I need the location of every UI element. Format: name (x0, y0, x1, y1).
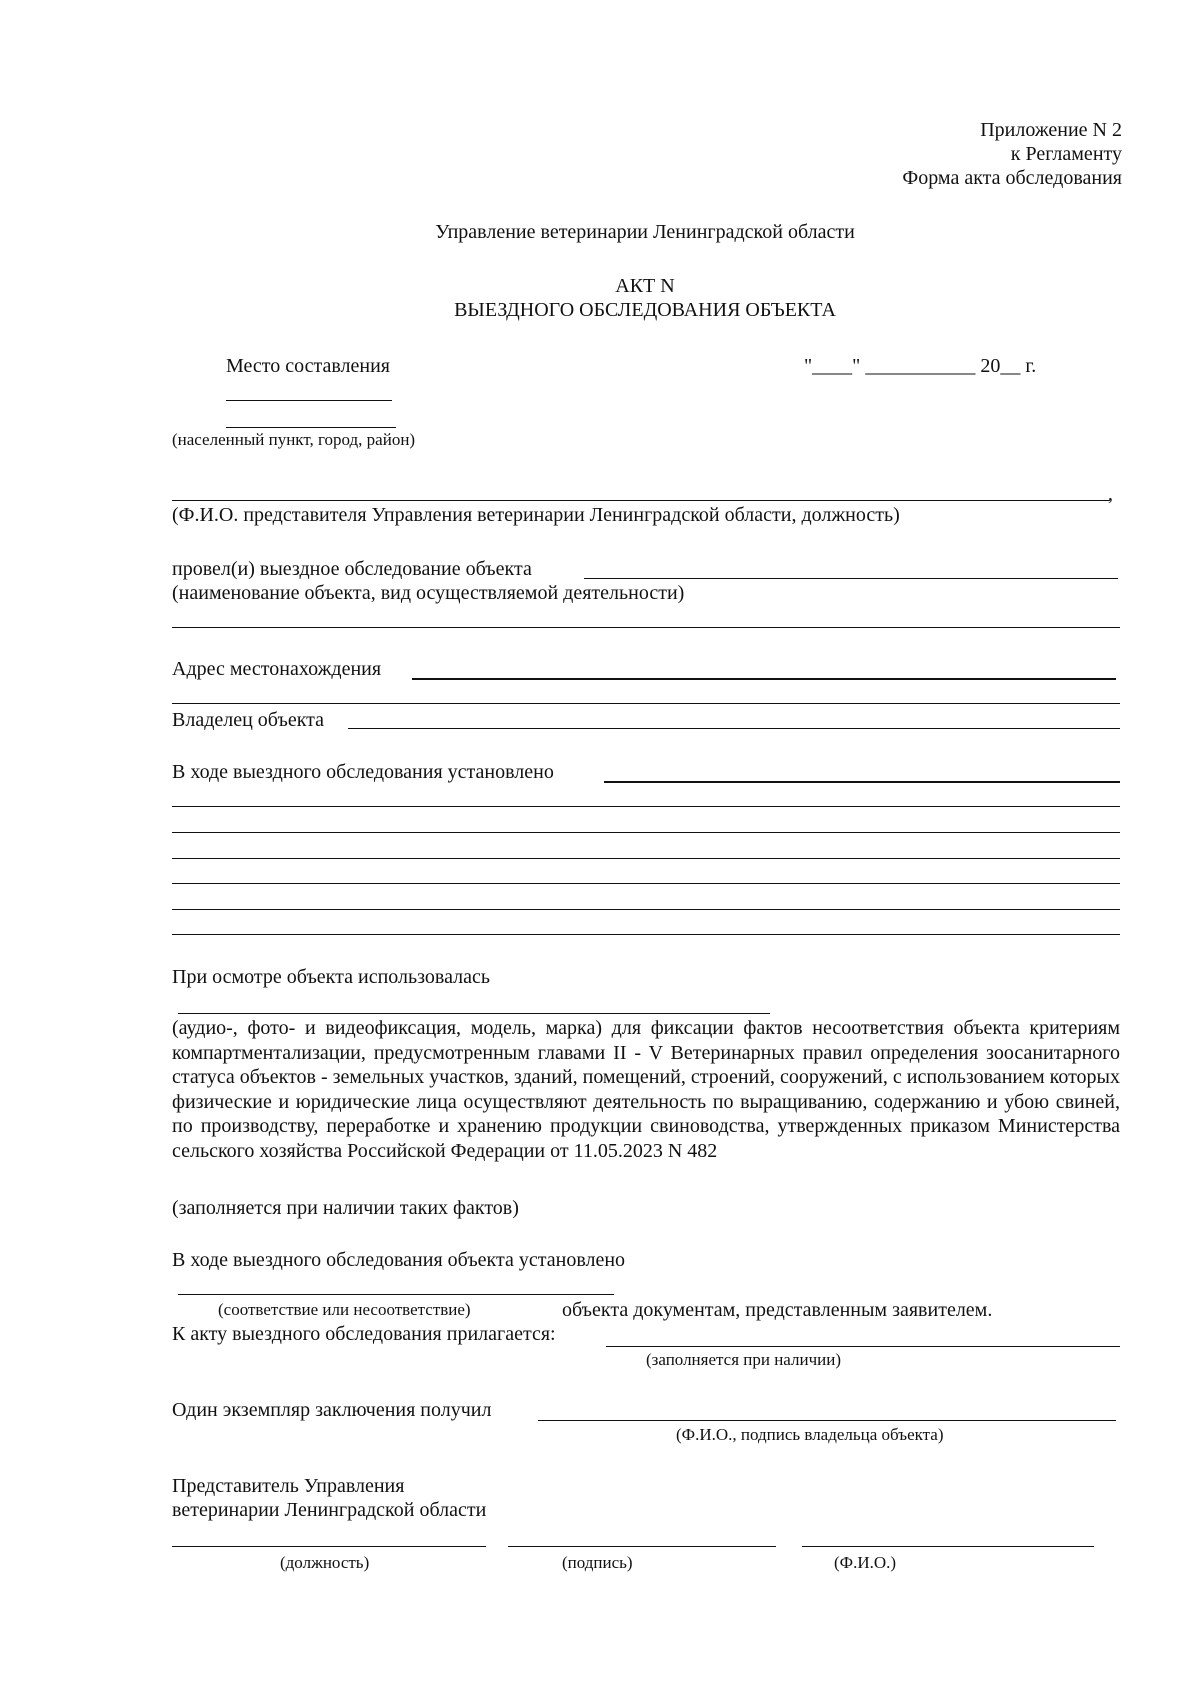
act-number: АКТ N (615, 275, 675, 297)
inspection-line[interactable] (584, 578, 1118, 579)
form-name: Форма акта обследования (902, 167, 1122, 189)
position-hint: (должность) (280, 1553, 370, 1572)
date-field[interactable]: "____" ___________ 20__ г. (804, 355, 1037, 377)
appendix-reference: к Регламенту (1010, 143, 1122, 165)
address-line-2[interactable] (172, 703, 1120, 704)
sign-hint: (подпись) (562, 1553, 633, 1572)
owner-line[interactable] (348, 728, 1120, 729)
appendix-header (700, 118, 1122, 190)
owner-label: Владелец объекта (172, 709, 325, 731)
equipment-paragraph: (аудио-, фото- и видеофиксация, модель, марка) для фиксации фактов несоответствия объекта критериям компартментализации, предусмотренным главами II - V Ветеринарных правил определения зоосанитарного статуса объектов - земельных участков, зданий, помещений, строений, сооружений, с использованием которых физические и юридические лица осуществляют деятельность по выращиванию, содержанию и убою свиней, по производству, переработке и хранению продукции свиноводства, утвержденных приказом Министерства сельского хозяйства Российской Федерации от 11.05.2023 N 482 (172, 1017, 1120, 1162)
copy-line[interactable] (538, 1420, 1116, 1421)
representative-comma: , (1108, 483, 1113, 505)
appendix-number: Приложение N 2 (980, 119, 1122, 141)
sign-line[interactable] (508, 1546, 776, 1547)
organization-name: Управление ветеринарии Ленинградской области (435, 221, 855, 243)
attachment-line[interactable] (606, 1346, 1120, 1347)
findings-line-7[interactable] (172, 934, 1120, 935)
signature-title (172, 1474, 486, 1522)
address-line[interactable] (412, 678, 1116, 680)
findings-line-3[interactable] (172, 832, 1120, 833)
object-findings-label: В ходе выездного обследования объекта установлено (172, 1249, 626, 1271)
name-line[interactable] (802, 1546, 1094, 1547)
object-findings-hint: (соответствие или несоответствие) (218, 1300, 471, 1319)
name-hint: (Ф.И.О.) (834, 1553, 897, 1572)
inspection-hint: (наименование объекта, вид осуществляемой деятельности) (172, 582, 685, 604)
findings-line-6[interactable] (172, 909, 1120, 910)
signature-title-line1: Представитель Управления (172, 1475, 405, 1497)
place-line-1[interactable] (226, 400, 392, 401)
attachment-hint: (заполняется при наличии) (646, 1350, 841, 1369)
equipment-label: При осмотре объекта использовалась (172, 966, 490, 988)
findings-line-5[interactable] (172, 883, 1120, 884)
findings-line-1[interactable] (604, 781, 1120, 783)
act-title (0, 274, 1200, 322)
findings-line-4[interactable] (172, 858, 1120, 859)
place-label: Место составления (226, 355, 391, 377)
representative-line[interactable] (172, 500, 1110, 501)
representative-hint: (Ф.И.О. представителя Управления ветеринарии Ленинградской области, должность) (172, 504, 900, 526)
address-label: Адрес местонахождения (172, 658, 382, 680)
object-findings-line[interactable] (178, 1294, 614, 1295)
place-hint: (населенный пункт, город, район) (172, 430, 416, 449)
equipment-note: (заполняется при наличии таких фактов) (172, 1197, 519, 1219)
equipment-line[interactable] (178, 1013, 770, 1014)
act-subtitle: ВЫЕЗДНОГО ОБСЛЕДОВАНИЯ ОБЪЕКТА (454, 299, 836, 321)
inspection-line-2[interactable] (172, 627, 1120, 628)
copy-hint: (Ф.И.О., подпись владельца объекта) (676, 1425, 944, 1444)
position-line[interactable] (172, 1546, 486, 1547)
inspection-label: провел(и) выездное обследование объекта (172, 558, 532, 580)
place-line-2[interactable] (226, 427, 396, 428)
attachment-label: К акту выездного обследования прилагается: (172, 1323, 556, 1345)
object-findings-tail: объекта документам, представленным заявителем. (562, 1299, 993, 1321)
findings-label: В ходе выездного обследования установлено (172, 761, 554, 783)
copy-label: Один экземпляр заключения получил (172, 1399, 492, 1421)
signature-title-line2: ветеринарии Ленинградской области (172, 1499, 487, 1521)
findings-line-2[interactable] (172, 806, 1120, 807)
